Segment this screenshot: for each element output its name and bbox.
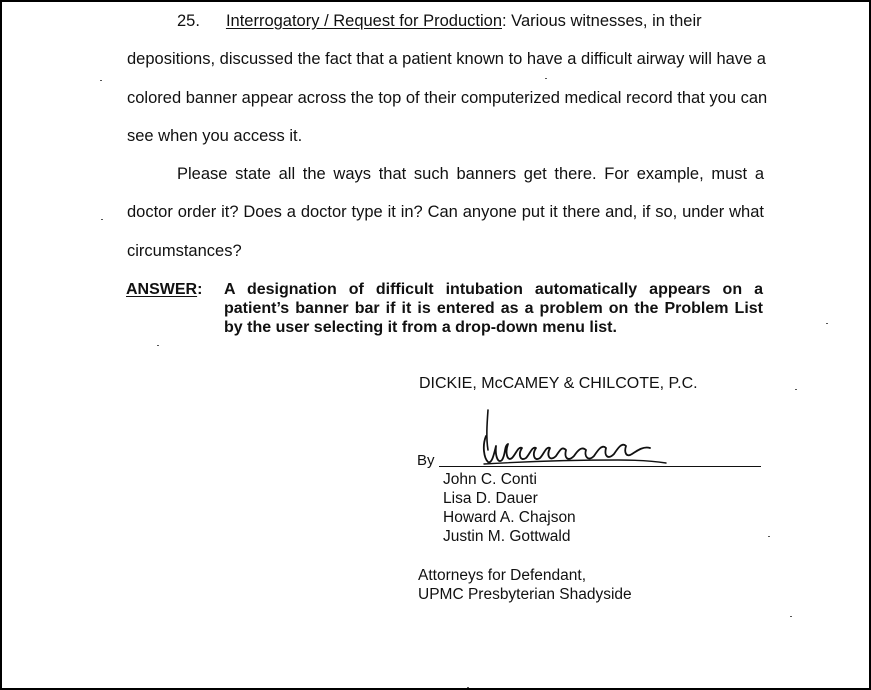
- scan-speck: [790, 616, 792, 617]
- answer-label-text: ANSWER: [126, 281, 198, 298]
- attorney-name: John C. Conti: [443, 471, 537, 488]
- interrogatory-line-5: Please state all the ways that such banners get there. For example, must a: [177, 165, 764, 183]
- interrogatory-line-1-rest: : Various witnesses, in their: [502, 12, 702, 30]
- law-firm-name: DICKIE, McCAMEY & CHILCOTE, P.C.: [419, 375, 698, 392]
- attorney-name: Howard A. Chajson: [443, 509, 576, 526]
- interrogatory-heading: Interrogatory / Request for Production: [225, 12, 502, 30]
- answer-label: [126, 280, 202, 300]
- interrogatory-line-1: [177, 11, 767, 31]
- attorney-name: Justin M. Gottwald: [443, 528, 571, 545]
- interrogatory-line-3: colored banner appear across the top of their computerized medical record that you can: [127, 89, 768, 107]
- answer-line-3: by the user selecting it from a drop-down menu list.: [224, 319, 617, 336]
- signature-line: [439, 466, 761, 467]
- attorneys-for-line-1: Attorneys for Defendant,: [418, 567, 587, 584]
- interrogatory-line-4: see when you access it.: [127, 127, 303, 145]
- answer-line-2: patient’s banner bar if it is entered as a problem on the Problem List: [224, 300, 763, 317]
- scan-speck: [826, 323, 828, 324]
- attorneys-for-line-2: UPMC Presbyterian Shadyside: [418, 586, 632, 603]
- interrogatory-line-6: doctor order it? Does a doctor type it in? Can anyone put it there and, if so, under what: [127, 203, 764, 221]
- interrogatory-number: 25.: [177, 12, 200, 30]
- answer-line-1: A designation of difficult intubation automatically appears on a: [224, 281, 763, 298]
- attorney-name: Lisa D. Dauer: [443, 490, 538, 507]
- scan-speck: [795, 389, 797, 390]
- by-label: By: [417, 452, 435, 469]
- scan-speck: [100, 80, 102, 81]
- scan-speck: [157, 345, 159, 346]
- answer-label-colon: :: [197, 281, 203, 298]
- scan-speck: [101, 219, 103, 220]
- scan-speck: [545, 78, 547, 79]
- scan-speck: [768, 536, 770, 537]
- scan-speck: [467, 687, 469, 688]
- handwritten-signature: [478, 406, 678, 472]
- interrogatory-line-7: circumstances?: [127, 242, 242, 260]
- interrogatory-line-2: depositions, discussed the fact that a patient known to have a difficult airway will have a: [127, 50, 766, 68]
